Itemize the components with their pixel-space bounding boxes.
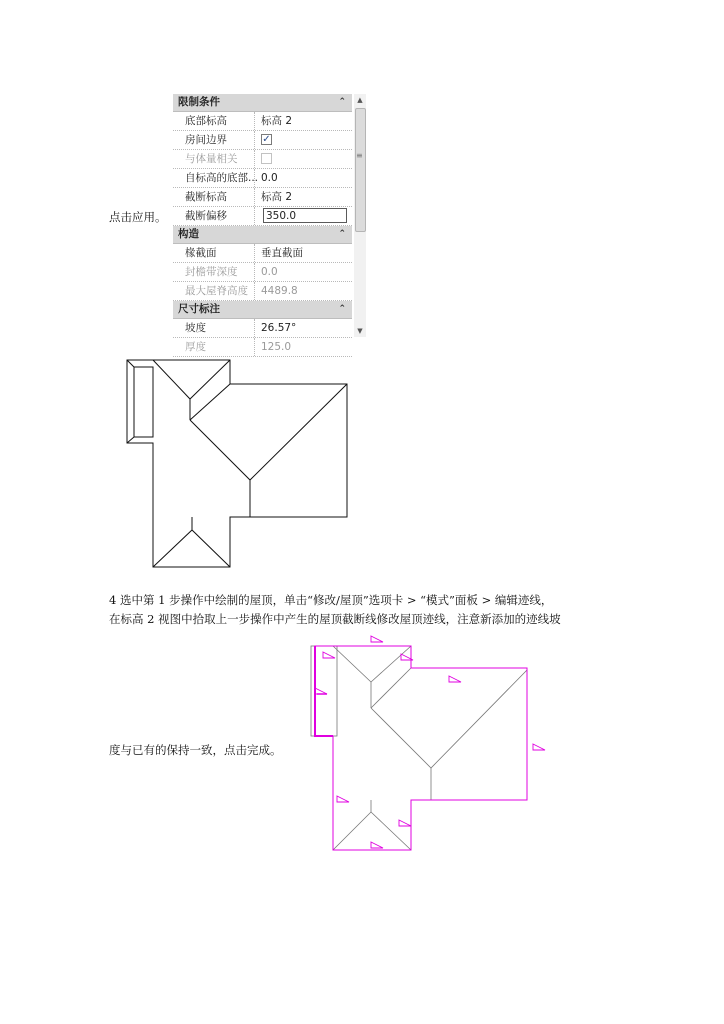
intro-text: 点击应用。 <box>109 210 167 224</box>
bottom-hip-gray <box>333 812 411 850</box>
hidden-helper <box>153 517 192 530</box>
step4-line1: 4 选中第 1 步操作中绘制的屋顶，单击“修改/屋顶”选项卡 > “模式”面板 > 编辑迹线， <box>109 593 553 607</box>
property-row-cutoff-offset[interactable]: 截断偏移 350.0 <box>173 207 352 226</box>
property-row-room-bounding[interactable]: 房间边界 ✓ <box>173 131 352 150</box>
slope-arrow-icon <box>399 820 411 826</box>
left-wing-inner <box>134 367 153 437</box>
corner-line <box>127 437 134 443</box>
left-wing-outline <box>127 360 153 443</box>
slope-arrow-icon <box>315 688 327 694</box>
step4-line2: 在标高 2 视图中拾取上一步操作中产生的屋顶截断线修改屋顶迹线，注意新添加的迹线坡 <box>109 612 561 626</box>
slope-arrow-icon <box>337 796 349 802</box>
valley-gray <box>371 668 411 708</box>
collapse-icon[interactable]: ⌃ <box>338 304 346 314</box>
roof-plan-drawing <box>120 355 355 570</box>
group-header-constraints[interactable]: 限制条件 ⌃ <box>173 94 352 112</box>
property-row-thickness: 厚度 125.0 <box>173 338 352 357</box>
property-row-fascia-depth: 封檐带深度 0.0 <box>173 263 352 282</box>
sketch-mode-drawing <box>305 634 555 856</box>
bottom-hip-lines <box>153 530 230 567</box>
top-hip-lines <box>153 360 230 399</box>
valley-line <box>190 384 230 420</box>
scroll-up-icon[interactable]: ▲ <box>357 96 363 104</box>
property-row-cutoff-level[interactable]: 截断标高 标高 2 <box>173 188 352 207</box>
slope-arrow-icon <box>533 744 545 750</box>
sketch-boundary <box>315 646 527 850</box>
panel-scrollbar[interactable] <box>354 94 366 337</box>
scroll-thumb[interactable] <box>355 108 366 232</box>
hidden-helper <box>250 480 347 517</box>
hidden-helper <box>190 480 250 517</box>
properties-panel <box>173 94 368 353</box>
slope-arrow-icon <box>449 676 461 682</box>
slope-arrow-icon <box>323 652 335 658</box>
related-to-mass-checkbox <box>261 153 272 164</box>
top-hip-gray <box>333 646 411 682</box>
cutoff-offset-input[interactable]: 350.0 <box>263 208 347 223</box>
group-header-dimensions[interactable]: 尺寸标注 ⌃ <box>173 301 352 319</box>
picked-cut-lines <box>315 646 333 736</box>
group-header-construction[interactable]: 构造 ⌃ <box>173 226 352 244</box>
room-bounding-checkbox[interactable]: ✓ <box>262 133 271 145</box>
collapse-icon[interactable]: ⌃ <box>338 97 346 107</box>
roof-outline <box>127 360 347 567</box>
property-row-rafter-cut[interactable]: 椽截面 垂直截面 <box>173 244 352 263</box>
property-row-base-level[interactable]: 底部标高 标高 2 <box>173 112 352 131</box>
slope-arrow-icon <box>371 842 383 848</box>
property-row-related-to-mass: 与体量相关 <box>173 150 352 169</box>
corner-line <box>127 360 134 367</box>
step4-line3: 度与已有的保持一致，点击完成。 <box>109 743 282 757</box>
slope-arrow-icon <box>371 636 383 642</box>
property-row-slope[interactable]: 坡度 26.57° <box>173 319 352 338</box>
scroll-down-icon[interactable]: ▼ <box>357 327 363 335</box>
scroll-grip-icon: ≡ <box>356 151 363 160</box>
property-row-base-offset[interactable]: 自标高的底部... 0.0 <box>173 169 352 188</box>
property-row-max-ridge-height: 最大屋脊高度 4489.8 <box>173 282 352 301</box>
collapse-icon[interactable]: ⌃ <box>338 229 346 239</box>
